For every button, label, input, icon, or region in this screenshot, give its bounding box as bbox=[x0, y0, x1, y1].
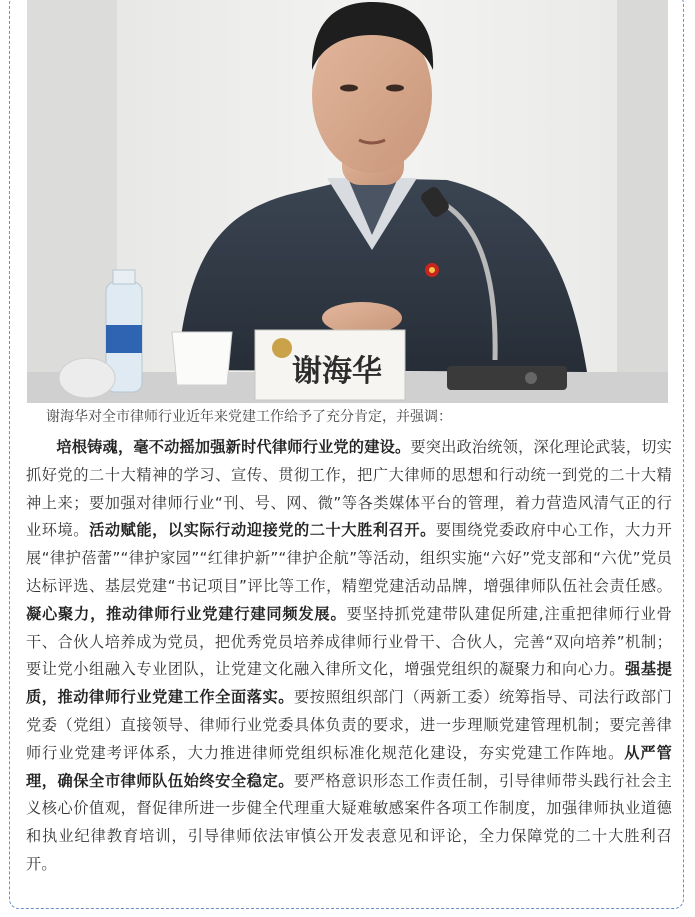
heading-4: 强基提质，推动律师行业党建工作全面落实。 bbox=[26, 660, 672, 707]
paragraph-3: 要坚持抓党建带队建促所建,注重把律师行业骨干、合伙人培养成为党员，把优秀党员培养成律师行业骨干、合伙人，完善“双向培养”机制；要让党小组融入专业团队，让党建文化融入律所文化，增强党组织的凝聚力和向心力。 bbox=[26, 604, 672, 679]
photo-caption: 谢海华对全市律师行业近年来党建工作给予了充分肯定，并强调： bbox=[46, 409, 452, 425]
party-badge-icon bbox=[425, 263, 439, 277]
heading-3: 凝心聚力，推动律师行业党建行建同频发展。 bbox=[26, 604, 347, 623]
heading-5: 从严管理，确保全市律师队伍始终安全稳定。 bbox=[26, 743, 672, 790]
paragraph-5: 要严格意识形态工作责任制，引导律师带头践行社会主义核心价值观，督促律所进一步健全代理重大疑难敏感案件各项工作制度，加强律师执业道德和执业纪律教育培训，引导律师依法审慎公开发表意见和评论，全力保障党的二十大胜利召开。 bbox=[26, 771, 672, 873]
article-body bbox=[26, 434, 672, 879]
heading-2: 活动赋能，以实际行动迎接党的二十大胜利召开。 bbox=[89, 521, 436, 540]
nameplate bbox=[255, 330, 405, 400]
nameplate-text: 谢海华 bbox=[292, 354, 382, 389]
meeting-photo bbox=[27, 0, 668, 403]
paragraph-1: 要突出政治统领，深化理论武装，切实抓好党的二十大精神的学习、宣传、贯彻工作，把广大律师的思想和行动统一到党的二十大精神上来；要加强对律师行业“刊、号、网、微”等各类媒体平台的管理，着力营造风清气正的行业环境。 bbox=[26, 438, 672, 540]
paragraph-4: 要按照组织部门（两新工委）统筹指导、司法行政部门党委（党组）直接领导、律师行业党委具体负责的要求，进一步理顺党建管理机制；要完善律师行业党建考评体系，大力推进律师党组织标准化规范化建设，夯实党建工作阵地。 bbox=[26, 688, 672, 762]
heading-1: 培根铸魂，毫不动摇加强新时代律师行业党的建设。 bbox=[56, 438, 411, 456]
paragraph-2: 要围绕党委政府中心工作，大力开展“律护蓓蕾”“律护家园”“红律护新”“律护企航”等活动，组织实施“六好”党支部和“六优”党员达标评选、基层党建“书记项目”评比等工作，精塑党建活动品牌，增强律师队伍社会责任感。 bbox=[26, 521, 672, 595]
